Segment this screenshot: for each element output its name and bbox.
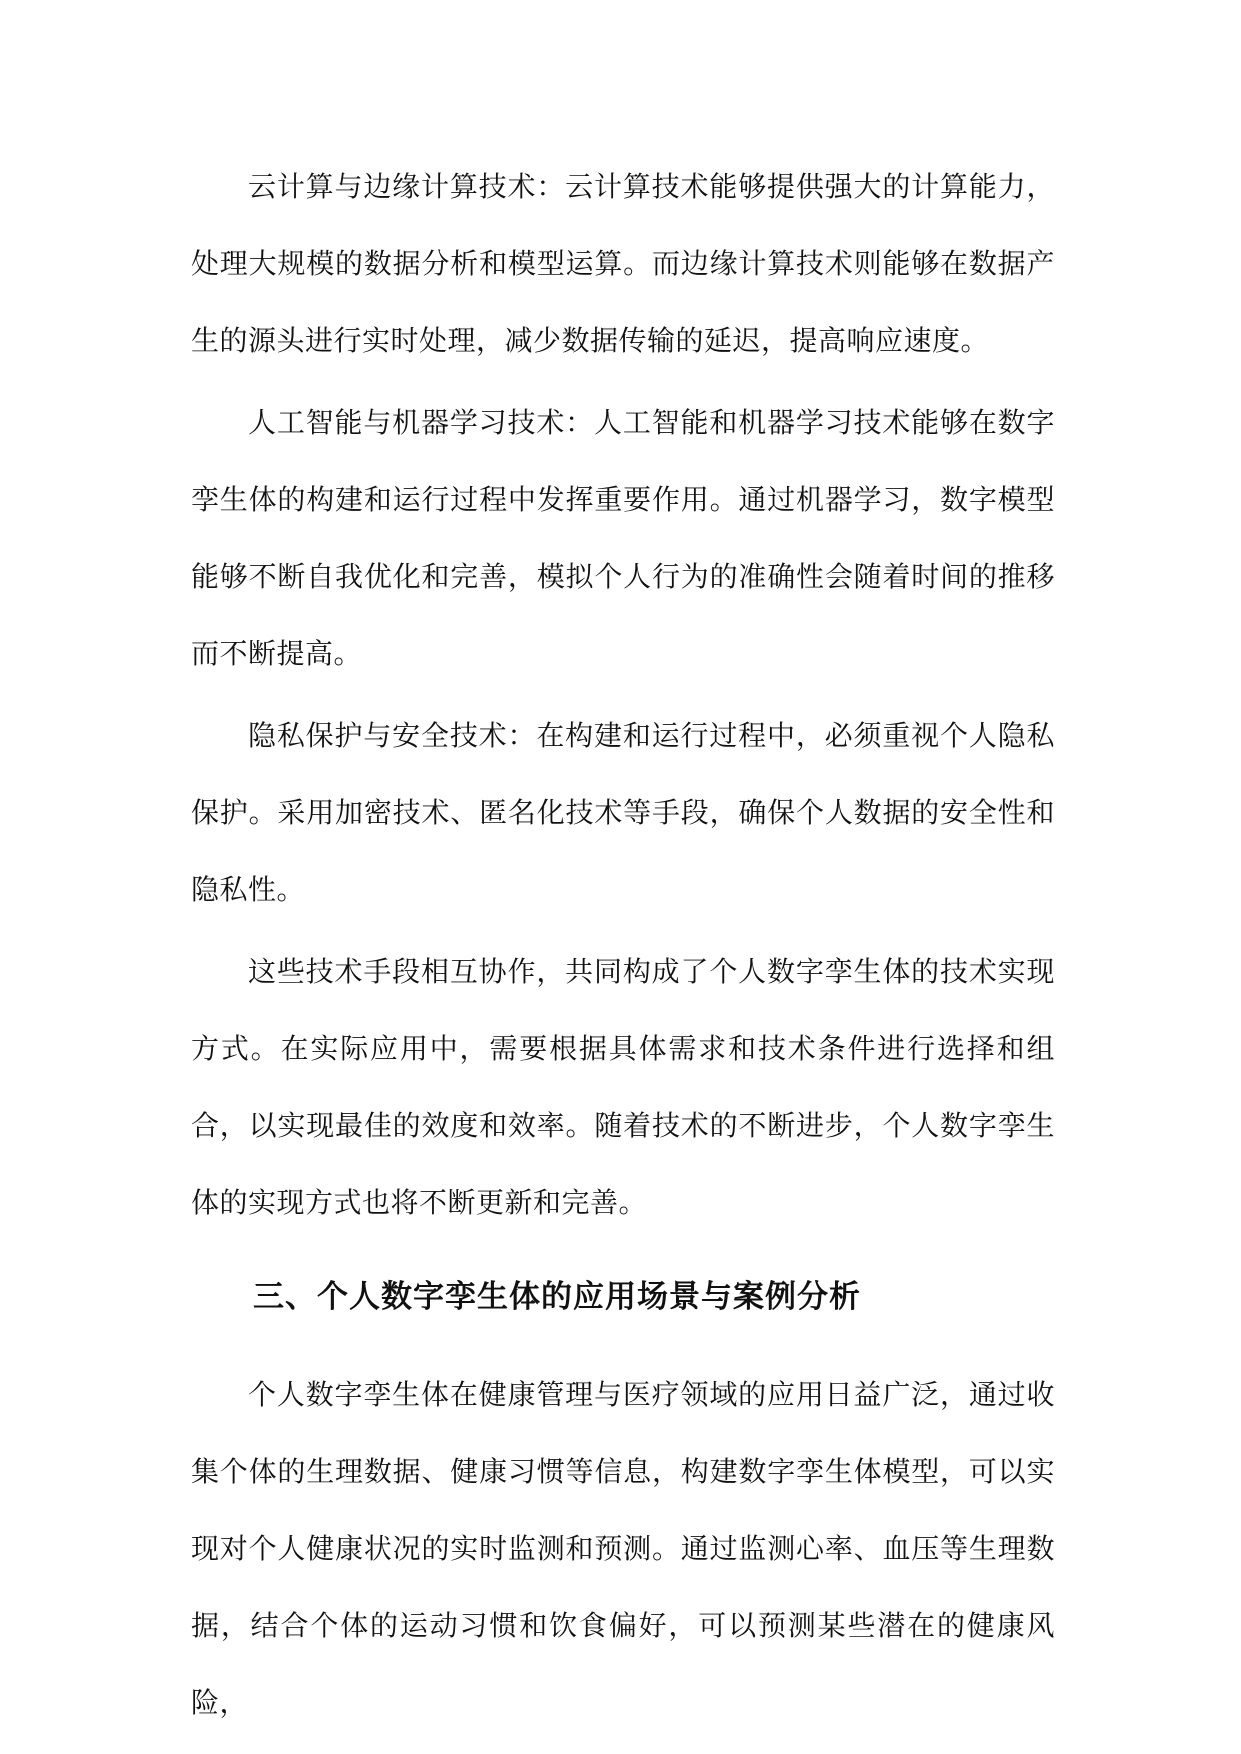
paragraph-ai-machine-learning: 人工智能与机器学习技术：人工智能和机器学习技术能够在数字孪生体的构建和运行过程中发挥重要作用。通过机器学习，数字模型能够不断自我优化和完善，模拟个人行为的准确性会随着时间的推移而不断提高。	[191, 406, 1055, 670]
document-body	[191, 148, 1055, 1746]
paragraph-summary: 这些技术手段相互协作，共同构成了个人数字孪生体的技术实现方式。在实际应用中，需要根据具体需求和技术条件进行选择和组合，以实现最佳的效度和效率。随着技术的不断进步，个人数字孪生体的实现方式也将不断更新和完善。	[191, 955, 1055, 1219]
section-heading: 三、个人数字孪生体的应用场景与案例分析	[253, 1279, 861, 1315]
paragraph-health-management: 个人数字孪生体在健康管理与医疗领域的应用日益广泛，通过收集个体的生理数据、健康习惯等信息，构建数字孪生体模型，可以实现对个人健康状况的实时监测和预测。通过监测心率、血压等生理数据，结合个体的运动习惯和饮食偏好，可以预测某些潜在的健康风险，	[191, 1378, 1055, 1719]
paragraph-cloud-edge-computing: 云计算与边缘计算技术：云计算技术能够提供强大的计算能力，处理大规模的数据分析和模型运算。而边缘计算技术则能够在数据产生的源头进行实时处理，减少数据传输的延迟，提高响应速度。	[191, 170, 1055, 357]
paragraph-privacy-security: 隐私保护与安全技术：在构建和运行过程中，必须重视个人隐私保护。采用加密技术、匿名化技术等手段，确保个人数据的安全性和隐私性。	[191, 719, 1055, 906]
